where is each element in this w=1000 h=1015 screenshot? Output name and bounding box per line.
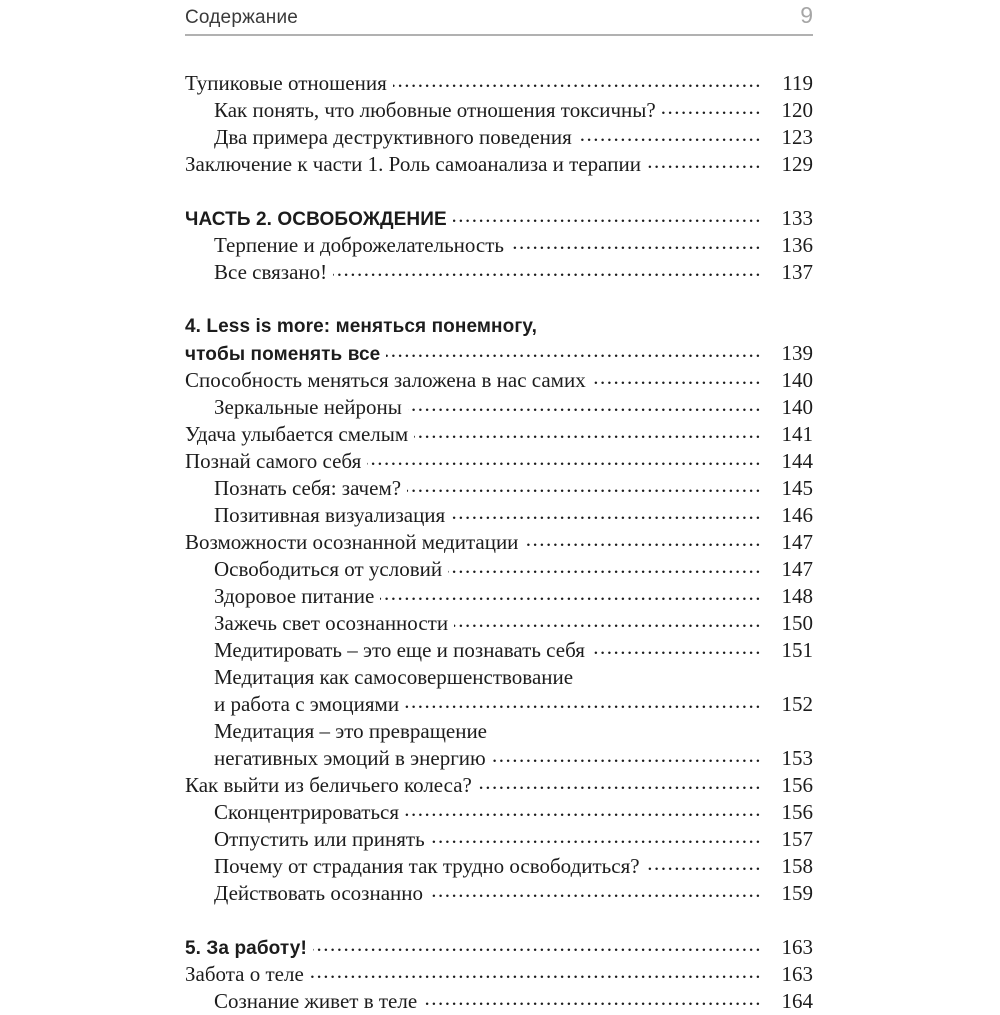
toc-row: [185, 961, 813, 988]
toc-row: [185, 826, 813, 853]
toc-entry-title: Сознание живет в теле: [214, 989, 418, 1013]
toc-entry-title: негативных эмоций в энергию: [214, 746, 486, 770]
dot-leader: [647, 151, 762, 178]
toc-entry-title: и работа с эмоциями: [214, 692, 400, 716]
toc-entry-title: Почему от страдания так трудно освободиться?: [214, 854, 640, 878]
toc-entry-title: Терпение и доброжелательность: [214, 233, 504, 257]
dot-leader: [448, 556, 762, 583]
toc-page-number: 153: [781, 746, 813, 770]
toc-entry-title: Удача улыбается смелым: [185, 422, 409, 446]
dot-leader: [313, 934, 762, 961]
toc-entry-title: Тупиковые отношения: [185, 71, 387, 95]
toc-entry-title: Способность меняться заложена в нас самих: [185, 368, 586, 392]
toc-page-number: 145: [781, 476, 813, 500]
dot-leader: [423, 988, 762, 1015]
dot-leader: [405, 691, 762, 718]
toc-row: [185, 745, 813, 772]
dot-leader: [453, 205, 762, 232]
dot-leader: [429, 880, 762, 907]
dot-leader: [310, 961, 762, 988]
dot-leader: [431, 826, 762, 853]
toc-row: [185, 772, 813, 799]
toc-row: [185, 340, 813, 367]
toc-row: [185, 124, 813, 151]
toc-row: [185, 610, 813, 637]
toc-page-number: 156: [781, 773, 813, 797]
toc-entry-title: Позитивная визуализация: [214, 503, 446, 527]
toc-page-number: 140: [781, 395, 813, 419]
toc-entry-title: ЧАСТЬ 2. ОСВОБОЖДЕНИЕ: [185, 209, 447, 230]
toc-entry-title: Действовать осознанно: [214, 881, 424, 905]
toc-page-number: 120: [781, 98, 813, 122]
toc-row: [185, 853, 813, 880]
toc-page-number: 133: [781, 206, 813, 230]
dot-leader: [524, 529, 762, 556]
dot-leader: [478, 772, 762, 799]
toc-entry-title: Забота о теле: [185, 962, 304, 986]
toc-row: [185, 475, 813, 502]
toc-row: [185, 151, 813, 178]
toc-row: [185, 664, 813, 691]
toc-entry-title: Отпустить или принять: [214, 827, 425, 851]
dot-leader: [333, 259, 762, 286]
dot-leader: [454, 610, 762, 637]
toc-page-number: 139: [781, 341, 813, 365]
dot-leader: [405, 799, 762, 826]
toc-page-number: 151: [781, 638, 813, 662]
toc-row: [185, 529, 813, 556]
dot-leader: [591, 637, 762, 664]
toc-page-number: 150: [781, 611, 813, 635]
toc-entry-title: Заключение к части 1. Роль самоанализа и терапии: [185, 152, 641, 176]
dot-leader: [393, 70, 762, 97]
toc-entry-title: Все связано!: [214, 260, 328, 284]
toc-row: [185, 718, 813, 745]
toc-entry-title: Сконцентрироваться: [214, 800, 400, 824]
toc-row: [185, 637, 813, 664]
toc-page-number: 146: [781, 503, 813, 527]
dot-leader: [492, 745, 762, 772]
toc-row: [185, 988, 813, 1015]
toc-row: [185, 502, 813, 529]
toc-page-number: 159: [781, 881, 813, 905]
dot-leader: [408, 394, 762, 421]
toc-page-number: 140: [781, 368, 813, 392]
toc-entry-title: Как выйти из беличьего колеса?: [185, 773, 472, 797]
toc-page-number: 164: [781, 989, 813, 1013]
dot-leader: [380, 583, 762, 610]
toc-row: [185, 394, 813, 421]
toc-page-number: 163: [781, 935, 813, 959]
toc-entry-title: Здоровое питание: [214, 584, 375, 608]
toc-row: [185, 448, 813, 475]
toc-entry-title: Освободиться от условий: [214, 557, 443, 581]
dot-leader: [662, 97, 762, 124]
table-of-contents: [185, 70, 813, 1015]
toc-row: [185, 421, 813, 448]
toc-page-number: 163: [781, 962, 813, 986]
page-title: Содержание: [185, 7, 299, 28]
toc-row: [185, 880, 813, 907]
toc-row: [185, 259, 813, 286]
dot-leader: [386, 340, 762, 367]
page-header: [185, 2, 813, 36]
toc-entry-title: 5. За работу!: [185, 938, 307, 959]
toc-entry-title: Зеркальные нейроны: [214, 395, 402, 419]
toc-page-number: 152: [781, 692, 813, 716]
toc-row: [185, 934, 813, 961]
toc-row: [185, 70, 813, 97]
toc-page-number: 119: [782, 71, 813, 95]
dot-leader: [510, 232, 762, 259]
toc-row: [185, 367, 813, 394]
toc-entry-title: Возможности осознанной медитации: [185, 530, 519, 554]
toc-row: [185, 232, 813, 259]
dot-leader: [578, 124, 762, 151]
toc-page-number: 147: [781, 530, 813, 554]
toc-row: [185, 583, 813, 610]
dot-leader: [414, 421, 762, 448]
toc-page-number: 156: [781, 800, 813, 824]
page-number: 9: [800, 2, 813, 28]
toc-row: [185, 313, 813, 340]
dot-leader: [367, 448, 762, 475]
toc-entry-title: Медитировать – это еще и познавать себя: [214, 638, 585, 662]
toc-page-number: 148: [781, 584, 813, 608]
dot-leader: [451, 502, 762, 529]
toc-row: [185, 799, 813, 826]
dot-leader: [592, 367, 762, 394]
toc-page-number: 137: [781, 260, 813, 284]
toc-page-number: 123: [781, 125, 813, 149]
toc-entry-title: Медитация как самосовершенствование: [214, 665, 574, 689]
toc-entry-title: Познать себя: зачем?: [214, 476, 402, 500]
toc-entry-title: чтобы поменять все: [185, 344, 381, 365]
toc-entry-title: Как понять, что любовные отношения токсичны?: [214, 98, 656, 122]
toc-page-number: 158: [781, 854, 813, 878]
toc-page-number: 136: [781, 233, 813, 257]
toc-page-number: 157: [781, 827, 813, 851]
toc-entry-title: 4. Less is more: меняться понемногу,: [185, 316, 537, 337]
toc-entry-title: Два примера деструктивного поведения: [214, 125, 572, 149]
toc-row: [185, 691, 813, 718]
book-page: [185, 2, 813, 1015]
toc-page-number: 147: [781, 557, 813, 581]
dot-leader: [407, 475, 762, 502]
toc-page-number: 144: [781, 449, 813, 473]
toc-row: [185, 205, 813, 232]
toc-row: [185, 556, 813, 583]
toc-entry-title: Медитация – это превращение: [214, 719, 487, 743]
toc-entry-title: Зажечь свет осознанности: [214, 611, 449, 635]
toc-row: [185, 97, 813, 124]
toc-entry-title: Познай самого себя: [185, 449, 362, 473]
dot-leader: [646, 853, 762, 880]
toc-page-number: 141: [781, 422, 813, 446]
toc-page-number: 129: [781, 152, 813, 176]
